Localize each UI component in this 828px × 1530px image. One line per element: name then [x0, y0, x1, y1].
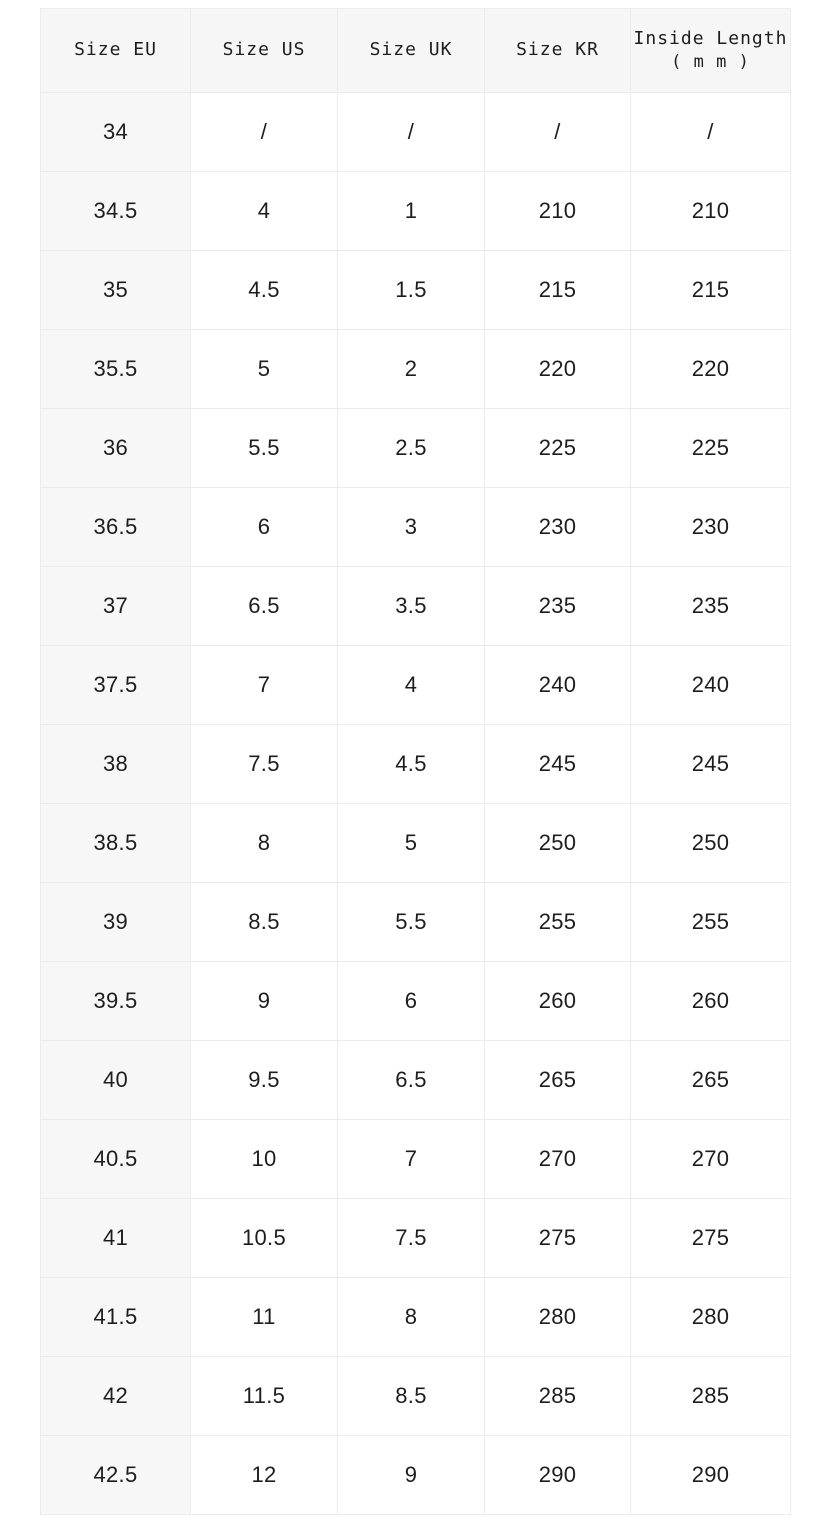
- table-row: [41, 1120, 791, 1199]
- cell-inside-length: 245: [631, 725, 791, 804]
- col-header-size-kr: [485, 9, 631, 93]
- cell-size-uk: 9: [338, 1436, 485, 1515]
- cell-inside-length: 265: [631, 1041, 791, 1120]
- cell-size-uk: 3.5: [338, 567, 485, 646]
- cell-size-eu: 41.5: [41, 1278, 191, 1357]
- cell-size-uk: 2.5: [338, 409, 485, 488]
- col-header-label: Size KR: [516, 39, 599, 61]
- col-header-label: Inside Length: [633, 27, 788, 49]
- cell-size-us: 4: [191, 172, 338, 251]
- table-row: [41, 567, 791, 646]
- cell-size-us: /: [191, 93, 338, 172]
- cell-size-eu: 37: [41, 567, 191, 646]
- cell-size-eu: 36: [41, 409, 191, 488]
- cell-size-uk: 1.5: [338, 251, 485, 330]
- table-row: [41, 1041, 791, 1120]
- cell-size-uk: 8.5: [338, 1357, 485, 1436]
- table-row: [41, 883, 791, 962]
- cell-size-kr: 240: [485, 646, 631, 725]
- col-header-inside-length: [631, 9, 791, 93]
- cell-size-uk: 4.5: [338, 725, 485, 804]
- table-row: [41, 251, 791, 330]
- table-row: [41, 1357, 791, 1436]
- col-header-sublabel: ( m m ): [671, 52, 750, 73]
- col-header-label: Size US: [222, 39, 306, 61]
- cell-size-us: 5.5: [191, 409, 338, 488]
- cell-inside-length: 270: [631, 1120, 791, 1199]
- table-row: [41, 330, 791, 409]
- cell-size-kr: 270: [485, 1120, 631, 1199]
- table-row: [41, 409, 791, 488]
- cell-size-us: 4.5: [191, 251, 338, 330]
- cell-size-eu: 38.5: [41, 804, 191, 883]
- cell-size-uk: 5: [338, 804, 485, 883]
- cell-size-eu: 40.5: [41, 1120, 191, 1199]
- cell-size-eu: 39: [41, 883, 191, 962]
- col-header-label: Size UK: [369, 39, 453, 61]
- cell-size-us: 7: [191, 646, 338, 725]
- cell-size-uk: /: [338, 93, 485, 172]
- cell-size-uk: 4: [338, 646, 485, 725]
- cell-inside-length: 210: [631, 172, 791, 251]
- cell-size-kr: 215: [485, 251, 631, 330]
- cell-size-kr: 285: [485, 1357, 631, 1436]
- cell-inside-length: 215: [631, 251, 791, 330]
- cell-size-uk: 7: [338, 1120, 485, 1199]
- col-header-label: Size EU: [74, 39, 157, 61]
- table-row: [41, 488, 791, 567]
- cell-inside-length: 220: [631, 330, 791, 409]
- cell-size-us: 11: [191, 1278, 338, 1357]
- cell-size-eu: 40: [41, 1041, 191, 1120]
- cell-inside-length: 250: [631, 804, 791, 883]
- cell-inside-length: 285: [631, 1357, 791, 1436]
- cell-size-eu: 37.5: [41, 646, 191, 725]
- cell-inside-length: /: [631, 93, 791, 172]
- cell-size-us: 10.5: [191, 1199, 338, 1278]
- cell-size-eu: 36.5: [41, 488, 191, 567]
- cell-size-kr: 260: [485, 962, 631, 1041]
- cell-size-kr: 280: [485, 1278, 631, 1357]
- table-row: [41, 725, 791, 804]
- cell-size-eu: 42: [41, 1357, 191, 1436]
- col-header-size-uk: [338, 9, 485, 93]
- cell-size-us: 5: [191, 330, 338, 409]
- table-row: [41, 646, 791, 725]
- cell-size-kr: 290: [485, 1436, 631, 1515]
- cell-size-kr: /: [485, 93, 631, 172]
- cell-size-kr: 265: [485, 1041, 631, 1120]
- cell-size-kr: 275: [485, 1199, 631, 1278]
- cell-inside-length: 275: [631, 1199, 791, 1278]
- cell-size-kr: 250: [485, 804, 631, 883]
- table-row: [41, 804, 791, 883]
- cell-size-eu: 34: [41, 93, 191, 172]
- cell-size-us: 8.5: [191, 883, 338, 962]
- cell-size-us: 7.5: [191, 725, 338, 804]
- cell-inside-length: 290: [631, 1436, 791, 1515]
- table-row: [41, 1199, 791, 1278]
- cell-size-uk: 6.5: [338, 1041, 485, 1120]
- cell-size-uk: 3: [338, 488, 485, 567]
- cell-size-uk: 6: [338, 962, 485, 1041]
- cell-size-eu: 41: [41, 1199, 191, 1278]
- header-row: [41, 9, 791, 93]
- cell-inside-length: 255: [631, 883, 791, 962]
- cell-size-kr: 220: [485, 330, 631, 409]
- cell-size-eu: 35: [41, 251, 191, 330]
- cell-size-us: 10: [191, 1120, 338, 1199]
- table-row: [41, 1278, 791, 1357]
- cell-size-us: 6: [191, 488, 338, 567]
- table-row: [41, 1436, 791, 1515]
- cell-size-uk: 8: [338, 1278, 485, 1357]
- cell-size-eu: 35.5: [41, 330, 191, 409]
- cell-size-kr: 225: [485, 409, 631, 488]
- cell-size-kr: 255: [485, 883, 631, 962]
- cell-size-eu: 38: [41, 725, 191, 804]
- cell-size-kr: 235: [485, 567, 631, 646]
- size-chart-table: [40, 8, 791, 1515]
- cell-size-kr: 245: [485, 725, 631, 804]
- cell-inside-length: 235: [631, 567, 791, 646]
- cell-inside-length: 280: [631, 1278, 791, 1357]
- table-row: [41, 172, 791, 251]
- cell-size-eu: 42.5: [41, 1436, 191, 1515]
- cell-size-uk: 1: [338, 172, 485, 251]
- cell-size-us: 9.5: [191, 1041, 338, 1120]
- cell-size-us: 6.5: [191, 567, 338, 646]
- col-header-size-us: [191, 9, 338, 93]
- cell-inside-length: 240: [631, 646, 791, 725]
- cell-size-uk: 5.5: [338, 883, 485, 962]
- cell-inside-length: 260: [631, 962, 791, 1041]
- table-row: [41, 93, 791, 172]
- cell-inside-length: 225: [631, 409, 791, 488]
- cell-size-eu: 34.5: [41, 172, 191, 251]
- table-row: [41, 962, 791, 1041]
- col-header-size-eu: [41, 9, 191, 93]
- cell-size-us: 9: [191, 962, 338, 1041]
- cell-size-kr: 210: [485, 172, 631, 251]
- cell-size-uk: 7.5: [338, 1199, 485, 1278]
- cell-size-kr: 230: [485, 488, 631, 567]
- cell-size-us: 12: [191, 1436, 338, 1515]
- cell-size-eu: 39.5: [41, 962, 191, 1041]
- cell-size-us: 11.5: [191, 1357, 338, 1436]
- cell-size-uk: 2: [338, 330, 485, 409]
- cell-inside-length: 230: [631, 488, 791, 567]
- cell-size-us: 8: [191, 804, 338, 883]
